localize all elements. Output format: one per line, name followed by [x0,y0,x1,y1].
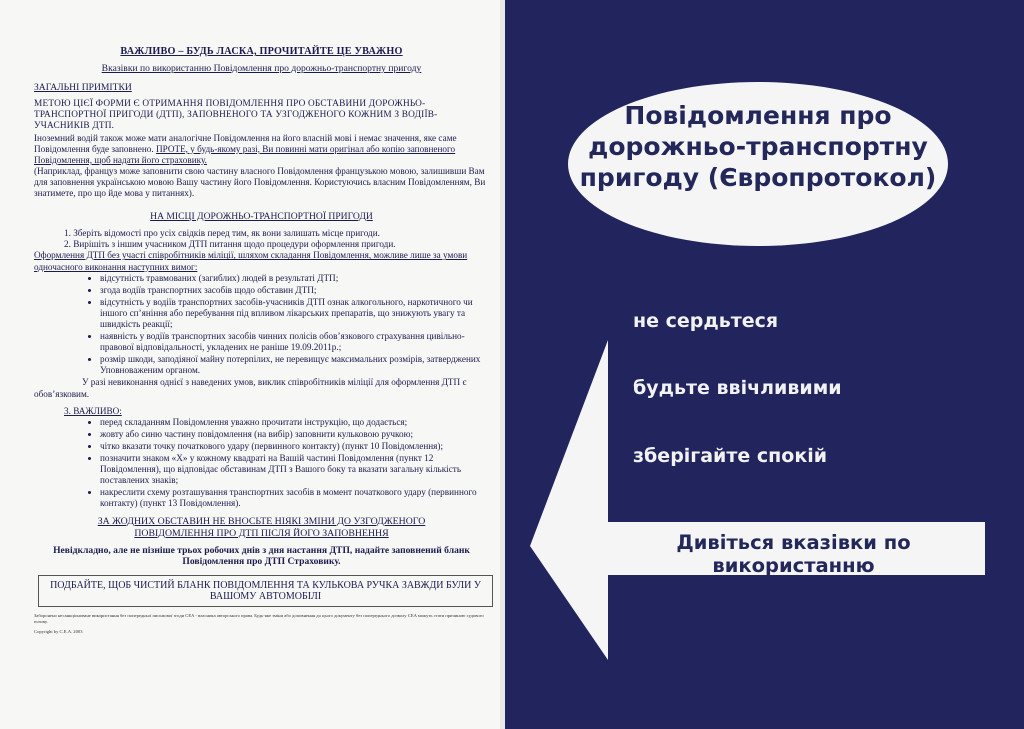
important-item: • жовту або синю частину повідомлення (на вибір) заповнити кульковою ручкою; [100,429,489,440]
instructions-title: ВАЖЛИВО – БУДЬ ЛАСКА, ПРОЧИТАЙТЕ ЦЕ УВАЖНО [120,46,403,57]
general-notes-paragraph-2-emphasis: ПРОТЕ, у будь-якому разі, Ви повинні мати оригінал або копію заповненого Повідомлення, щоб надати його страховику. [34,143,456,165]
conditions-list [34,273,489,377]
fine-print: Заборонено несанкціоноване використання без попередньої письмової згоди CEA - власника авторського права. Будь-яке зміни або доповнення до цього документу без попереднього дозволу CEA можуть стати причиною судового позову. [34,613,484,625]
blank-form-reminder: ПОДБАЙТЕ, ЩОБ ЧИСТИЙ БЛАНК ПОВІДОМЛЕННЯ ТА КУЛЬКОВА РУЧКА ЗАВЖДИ БУЛИ У ВАШОМУ АВТОМОБІЛІ [38,575,493,607]
slogan-3: зберігайте спокій [633,445,828,467]
important-item: • чітко вказати точку початкового удару (первинного контакту) (пункт 10 Повідомлення); [100,441,489,452]
important-item: • позначити знаком «Х» у кожному квадраті на Вашій частині Повідомлення (пункт 12 Повідомлення), що відповідає обставинам ДТП з Вашого боку та вказати загальну кількість поставлених знаків; [100,453,489,486]
step-2: 2. Вирішіть з іншим учасником ДТП питання щодо процедури оформлення пригоди. [64,239,396,250]
important-item: • накреслити схему розташування транспортних засобів в момент початкового удару (первинного контакту) (пункт 13 Повідомлення). [100,487,489,509]
important-list [34,417,489,510]
general-notes-heading: ЗАГАЛЬНІ ПРИМІТКИ [34,82,132,94]
slogan-1: не сердьтеся [633,310,779,332]
condition-item: • наявність у водіїв транспортних засобів чинних полісів обов’язкового страхування цивільно-правової відповідальності, укладених не раніше 19.09.2011р.; [100,331,489,353]
onsite-heading: НА МІСЦІ ДОРОЖНЬО-ТРАНСПОРТНОЇ ПРИГОДИ [150,211,373,223]
cover-title: Повідомлення про дорожньо-транспортну пригоду (Європротокол) [579,101,937,192]
onsite-steps [34,228,489,250]
condition-item: • відсутність травмованих (загиблих) людей в результаті ДТП; [100,273,489,284]
copyright: Copyright by C.E.A. 2003 [34,629,83,635]
no-changes-warning: ЗА ЖОДНИХ ОБСТАВИН НЕ ВНОСЬТЕ НІЯКІ ЗМІНИ ДО УЗГОДЖЕНОГО ПОВІДОМЛЕННЯ ПРО ДТП ПІСЛЯ ЙОГО ЗАПОВНЕННЯ [97,516,426,539]
step-2-police-note: У разі невиконання однієї з наведених умов, виклик співробітників міліції для оформлення ДТП є обов’язковим. [34,377,467,399]
step-2-conditions-intro: Оформлення ДТП без участі співробітників міліції, шляхом складання Повідомлення, можливе лише за умови одночасного виконання наступних вимог: [34,250,468,272]
see-instructions-label: Дивіться вказівки по використанню [676,531,911,577]
step-3 [34,406,489,417]
instructions-panel [0,0,505,729]
general-notes-paragraph-2-text: Іноземний водій також може мати аналогічне Повідомлення на його власній мові і немає значення, яке саме Повідомлення буде заповнено. [34,132,457,154]
condition-item: • відсутність у водіїв транспортних засобів-учасників ДТП ознак алкогольного, наркотичного чи іншого сп’яніння або перебування під впливом лікарських препаратів, що знижують увагу та швидкість реакції; [100,297,489,330]
important-item: • перед складанням Повідомлення уважно прочитати інструкцію, що додається; [100,417,489,428]
general-notes-paragraph-2 [34,133,489,166]
step-1: 1. Зберіть відомості про усіх свідків перед тим, як вони залишать місце пригоди. [64,228,380,239]
condition-item: • згода водіїв транспортних засобів щодо обставин ДТП; [100,285,489,296]
step-3-label: 3. ВАЖЛИВО: [64,405,122,416]
instructions-content [34,46,489,635]
deadline-note: Невідкладно, але не пізніше трьох робочих днів з дня настання ДТП, надайте заповнений бланк Повідомлення про ДТП Страховику. [53,544,470,567]
instructions-subtitle: Вказівки по використанню Повідомлення про дорожньо-транспортну пригоду [101,63,422,75]
general-notes-paragraph-3: (Наприклад, француз може заповнити свою частину власного Повідомлення французькою мовою, залишивши Вам для заповнення українською мовою Вашу частину його Повідомлення. Користуючись власним Повідомленням, Ви знатимете, про що йде мова у питаннях). [34,165,486,199]
slogan-2: будьте ввічливими [633,377,842,399]
general-notes-paragraph-1: МЕТОЮ ЦІЄЇ ФОРМИ Є ОТРИМАННЯ ПОВІДОМЛЕННЯ ПРО ОБСТАВИНИ ДОРОЖНЬО-ТРАНСПОРТНОЇ ПРИГОДИ (ДТП), ЗАПОВНЕНОГО ТА УЗГОДЖЕНОГО КОЖНИМ З ВОДІЇВ-УЧАСНИКІВ ДТП. [34,99,438,132]
condition-item: • розмір шкоди, заподіяної майну потерпілих, не перевищує максимальних розмірів, затверджених Уповноваженим органом. [100,354,489,376]
